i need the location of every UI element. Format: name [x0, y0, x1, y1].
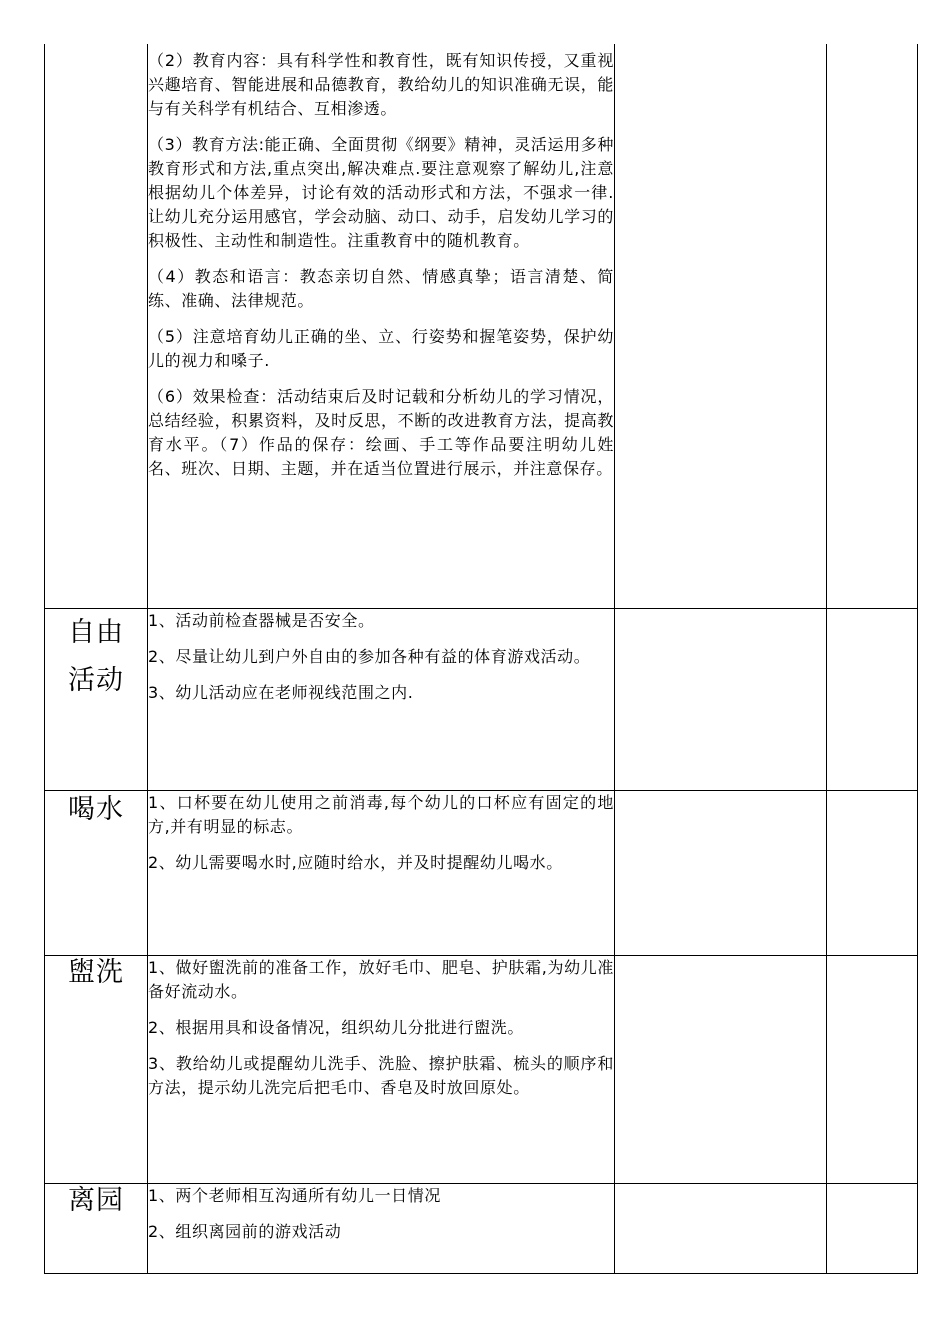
table-row-free-activity — [45, 608, 918, 790]
empty-cell — [615, 1183, 827, 1273]
empty-cell — [827, 44, 918, 608]
content-paragraph: 2、幼儿需要喝水时,应随时给水，并及时提醒幼儿喝水。 — [148, 852, 563, 872]
row-label-cell — [45, 790, 148, 955]
content-paragraph: 3、教给幼儿或提醒幼儿洗手、洗脸、擦护肤霜、梳头的顺序和方法，提示幼儿洗完后把毛巾、香皂及时放回原处。 — [148, 1053, 614, 1097]
content-cell — [148, 1183, 615, 1273]
row-label-cell — [45, 955, 148, 1183]
empty-cell — [827, 608, 918, 790]
empty-cell — [615, 790, 827, 955]
table-row-leaving — [45, 1183, 918, 1273]
routine-table — [44, 44, 918, 1274]
row-label: 喝水 — [68, 793, 124, 825]
content-cell — [148, 608, 615, 790]
content-paragraph: 1、活动前检查器械是否安全。 — [148, 610, 375, 630]
row-label-cell — [45, 44, 148, 608]
empty-cell — [827, 790, 918, 955]
content-paragraph: 2、组织离园前的游戏活动 — [148, 1221, 342, 1241]
table-row-teaching-continued — [45, 44, 918, 608]
content-paragraph: （5）注意培育幼儿正确的坐、立、行姿势和握笔姿势，保护幼儿的视力和嗓子. — [148, 327, 614, 370]
content-paragraph: 2、根据用具和设备情况，组织幼儿分批进行盥洗。 — [148, 1017, 524, 1037]
content-cell — [148, 790, 615, 955]
content-paragraph: （3）教育方法:能正确、全面贯彻《纲要》精神，灵活运用多种教育形式和方法,重点突出,解决难点.要注意观察了解幼儿,注意根据幼儿个体差异，讨论有效的活动形式和方法，不强求一律.让幼儿充分运用感官，学会动脑、动口、动手，启发幼儿学习的积极性、主动性和制造性。注重教育中的随机教育。 — [148, 135, 614, 250]
empty-cell — [827, 1183, 918, 1273]
content-paragraph: 1、两个老师相互沟通所有幼儿一日情况 — [148, 1185, 441, 1205]
table-row-washing — [45, 955, 918, 1183]
content-cell — [148, 955, 615, 1183]
row-label: 离园 — [68, 1184, 124, 1216]
empty-cell — [615, 955, 827, 1183]
empty-cell — [615, 44, 827, 608]
row-label-cell — [45, 1183, 148, 1273]
row-label-cell — [45, 608, 148, 790]
table-row-drinking-water — [45, 790, 918, 955]
content-paragraph: 1、口杯要在幼儿使用之前消毒,每个幼儿的口杯应有固定的地方,并有明显的标志。 — [148, 792, 614, 836]
content-paragraph: 1、做好盥洗前的准备工作，放好毛巾、肥皂、护肤霜,为幼儿准备好流动水。 — [148, 957, 614, 1001]
content-cell — [148, 44, 615, 608]
empty-cell — [615, 608, 827, 790]
row-label: 盥洗 — [68, 956, 124, 988]
content-paragraph: （4）教态和语言：教态亲切自然、情感真挚；语言清楚、简练、准确、法律规范。 — [148, 267, 614, 310]
content-paragraph: 3、幼儿活动应在老师视线范围之内. — [148, 682, 414, 702]
content-paragraph: 2、尽量让幼儿到户外自由的参加各种有益的体育游戏活动。 — [148, 646, 591, 666]
content-paragraph: （6）效果检查：活动结束后及时记载和分析幼儿的学习情况，总结经验，积累资料，及时反思，不断的改进教育方法，提高教育水平。（7）作品的保存：绘画、手工等作品要注明幼儿姓名、班次、日期、主题，并在适当位置进行展示，并注意保存。 — [148, 387, 614, 478]
row-label: 自由活动 — [68, 616, 124, 696]
empty-cell — [827, 955, 918, 1183]
content-paragraph: （2）教育内容：具有科学性和教育性，既有知识传授，又重视兴趣培育、智能进展和品德教育，教给幼儿的知识准确无误，能与有关科学有机结合、互相渗透。 — [148, 51, 614, 118]
